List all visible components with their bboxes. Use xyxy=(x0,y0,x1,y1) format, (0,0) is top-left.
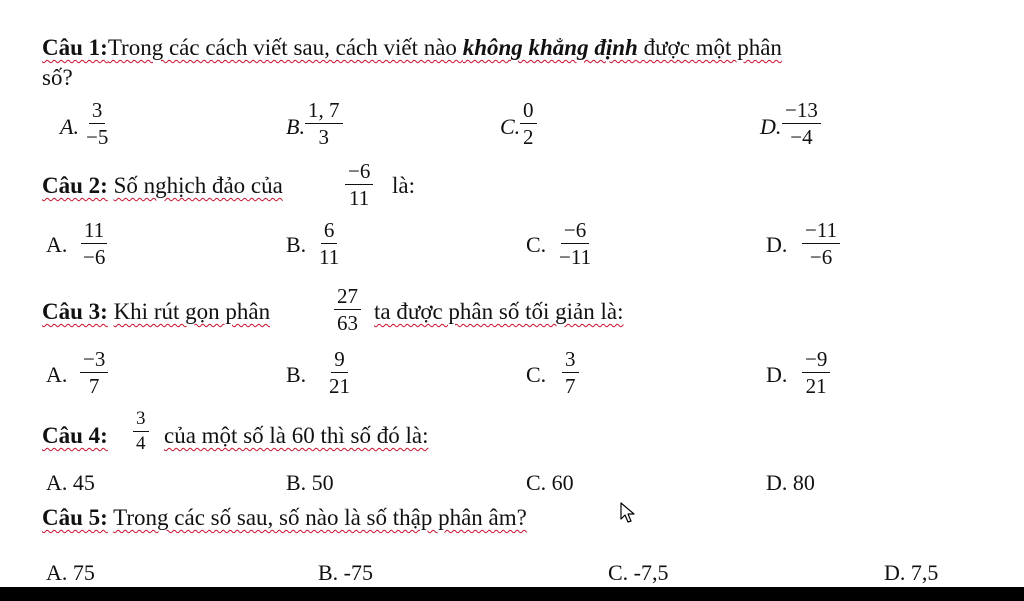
q1-option-c-letter: C. xyxy=(500,114,521,139)
denominator: 2 xyxy=(523,125,534,149)
q3-option-d-fraction xyxy=(802,348,830,397)
numerator: 6 xyxy=(321,219,338,244)
q3-option-c-letter: C. xyxy=(526,362,547,387)
q3-text-b: ta được phân số tối giản là: xyxy=(374,299,624,324)
q2-text-b: là: xyxy=(392,173,415,198)
numerator: 3 xyxy=(133,409,149,432)
q5-option-d: D. 7,5 xyxy=(884,560,939,585)
numerator: 0 xyxy=(520,99,537,124)
q2-option-c-letter: C. xyxy=(526,232,547,257)
q4-option-c: C. 60 xyxy=(526,470,574,495)
denominator: 21 xyxy=(805,374,827,398)
q1-text-b: được một phân xyxy=(637,35,782,60)
denominator: 3 xyxy=(318,125,329,149)
q2-option-a-letter: A. xyxy=(46,232,68,257)
q5-label: Câu 5: xyxy=(42,505,108,530)
numerator: 1, 7 xyxy=(305,99,343,124)
q2-option-d-fraction xyxy=(802,219,840,268)
numerator: 11 xyxy=(81,219,107,244)
q3-option-a-letter: A. xyxy=(46,362,68,387)
q3-fraction xyxy=(334,285,361,334)
q2-option-b-fraction xyxy=(316,219,342,268)
q2-text-a: Số nghịch đảo của xyxy=(113,173,283,198)
q1-option-c-fraction xyxy=(520,99,537,148)
denominator: 11 xyxy=(319,245,340,269)
q2-fraction xyxy=(345,160,373,209)
denominator: −4 xyxy=(790,125,813,149)
q5-option-c: C. -7,5 xyxy=(608,560,669,585)
numerator: 27 xyxy=(334,285,361,310)
q5-line xyxy=(42,504,527,532)
q5-option-b: B. -75 xyxy=(318,560,373,585)
q1-option-a-letter: A. xyxy=(60,114,79,139)
numerator: −6 xyxy=(345,160,373,185)
q1-option-a-fraction xyxy=(83,99,111,148)
q3-label: Câu 3: xyxy=(42,299,108,324)
denominator: −6 xyxy=(809,245,833,269)
q2-option-a-fraction xyxy=(80,219,108,268)
denominator: 7 xyxy=(88,374,100,398)
numerator: 9 xyxy=(331,348,348,373)
q4-fraction xyxy=(133,409,149,454)
denominator: −5 xyxy=(86,125,109,149)
denominator: 63 xyxy=(337,311,358,335)
q3-text-a: Khi rút gọn phân xyxy=(113,299,271,324)
q2-line xyxy=(42,172,283,200)
q3-option-b-letter: B. xyxy=(286,362,307,387)
q3-option-c-fraction xyxy=(562,348,579,397)
q1-line2: số? xyxy=(42,65,73,90)
numerator: −3 xyxy=(80,348,108,373)
numerator: −9 xyxy=(802,348,830,373)
denominator: −11 xyxy=(559,245,592,269)
numerator: −6 xyxy=(561,219,589,244)
mouse-cursor-icon xyxy=(620,502,636,524)
q4-text-b: của một số là 60 thì số đó là: xyxy=(164,423,429,448)
q2-label: Câu 2: xyxy=(42,173,108,198)
q1-text-a: Trong các cách viết sau, cách viết nào xyxy=(107,35,463,60)
q4-option-a: A. 45 xyxy=(46,470,95,495)
q1-emphasis: không khẳng định xyxy=(462,35,638,60)
q2-option-c-fraction xyxy=(556,219,594,268)
numerator: −13 xyxy=(782,99,821,124)
numerator: 3 xyxy=(562,348,579,373)
denominator: 11 xyxy=(349,186,370,210)
denominator: 7 xyxy=(565,374,576,398)
q3-option-b-fraction xyxy=(326,348,353,397)
q1-label: Câu 1: xyxy=(42,35,108,60)
q3-option-d-letter: D. xyxy=(766,362,788,387)
q4-option-b: B. 50 xyxy=(286,470,334,495)
denominator: 21 xyxy=(329,374,350,398)
q1-line1 xyxy=(42,34,782,62)
bottom-black-bar xyxy=(0,587,1024,601)
q5-text-a: Trong các số sau, số nào là số thập phân âm? xyxy=(113,505,527,530)
numerator: −11 xyxy=(802,219,840,244)
q1-option-d-letter: D. xyxy=(760,114,782,139)
denominator: 4 xyxy=(136,433,146,454)
q3-line xyxy=(42,298,270,326)
q3-option-a-fraction xyxy=(80,348,108,397)
q4-option-d: D. 80 xyxy=(766,470,815,495)
q5-option-a: A. 75 xyxy=(46,560,95,585)
q1-option-b-fraction xyxy=(305,99,343,148)
q1-option-b-letter: B. xyxy=(286,114,305,139)
q4-label: Câu 4: xyxy=(42,423,108,448)
q2-option-b-letter: B. xyxy=(286,232,307,257)
numerator: 3 xyxy=(89,99,106,124)
q2-option-d-letter: D. xyxy=(766,232,788,257)
denominator: −6 xyxy=(83,245,106,269)
q1-option-d-fraction xyxy=(782,99,821,148)
